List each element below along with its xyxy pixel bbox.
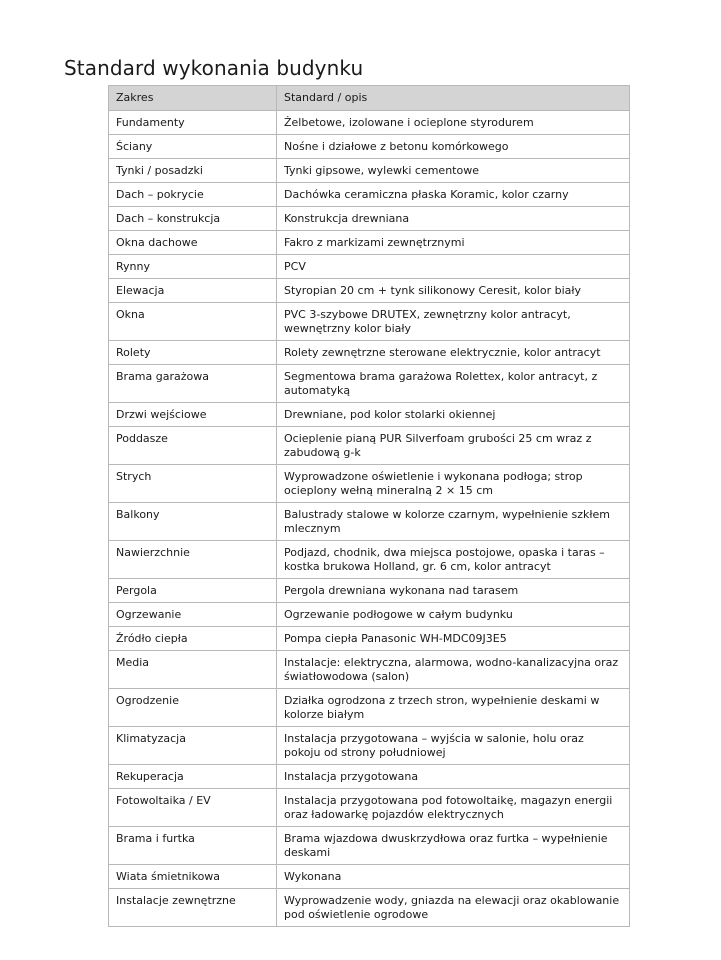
cell-zakres: Ogrzewanie: [109, 603, 277, 627]
cell-zakres: Poddasze: [109, 427, 277, 465]
column-header-zakres: Zakres: [109, 86, 277, 111]
cell-zakres: Pergola: [109, 579, 277, 603]
table-row: [109, 827, 630, 865]
table-row: [109, 159, 630, 183]
cell-zakres: Dach – konstrukcja: [109, 207, 277, 231]
table-row: [109, 403, 630, 427]
cell-opis: Wyprowadzone oświetlenie i wykonana podłoga; strop ocieplony wełną mineralną 2 × 15 cm: [277, 465, 630, 503]
table-row: [109, 727, 630, 765]
cell-zakres: Wiata śmietnikowa: [109, 865, 277, 889]
table-row: [109, 255, 630, 279]
cell-zakres: Okna dachowe: [109, 231, 277, 255]
table-row: [109, 341, 630, 365]
cell-opis: Wyprowadzenie wody, gniazda na elewacji oraz okablowanie pod oświetlenie ogrodowe: [277, 889, 630, 927]
cell-opis: Podjazd, chodnik, dwa miejsca postojowe, opaska i taras – kostka brukowa Holland, gr. 6 cm, kolor antracyt: [277, 541, 630, 579]
cell-zakres: Ogrodzenie: [109, 689, 277, 727]
table-row: [109, 627, 630, 651]
table-row: [109, 365, 630, 403]
cell-opis: Pompa ciepła Panasonic WH-MDC09J3E5: [277, 627, 630, 651]
cell-zakres: Rolety: [109, 341, 277, 365]
table-row: [109, 303, 630, 341]
table-row: [109, 889, 630, 927]
cell-zakres: Ściany: [109, 135, 277, 159]
cell-opis: Działka ogrodzona z trzech stron, wypełnienie deskami w kolorze białym: [277, 689, 630, 727]
cell-opis: Drewniane, pod kolor stolarki okiennej: [277, 403, 630, 427]
cell-zakres: Klimatyzacja: [109, 727, 277, 765]
cell-opis: Pergola drewniana wykonana nad tarasem: [277, 579, 630, 603]
cell-opis: Segmentowa brama garażowa Rolettex, kolor antracyt, z automatyką: [277, 365, 630, 403]
cell-opis: PVC 3-szybowe DRUTEX, zewnętrzny kolor antracyt, wewnętrzny kolor biały: [277, 303, 630, 341]
table-row: [109, 765, 630, 789]
cell-opis: Instalacja przygotowana pod fotowoltaikę, magazyn energii oraz ładowarkę pojazdów elektrycznych: [277, 789, 630, 827]
table-row: [109, 503, 630, 541]
cell-zakres: Instalacje zewnętrzne: [109, 889, 277, 927]
page-title: Standard wykonania budynku: [64, 56, 364, 80]
cell-opis: Fakro z markizami zewnętrznymi: [277, 231, 630, 255]
table-row: [109, 579, 630, 603]
cell-opis: Styropian 20 cm + tynk silikonowy Ceresit, kolor biały: [277, 279, 630, 303]
cell-opis: Instalacje: elektryczna, alarmowa, wodno-kanalizacyjna oraz światłowodowa (salon): [277, 651, 630, 689]
cell-opis: Instalacja przygotowana – wyjścia w salonie, holu oraz pokoju od strony południowej: [277, 727, 630, 765]
cell-opis: PCV: [277, 255, 630, 279]
table-header-row: [109, 86, 630, 111]
spec-table: [108, 85, 630, 927]
cell-zakres: Media: [109, 651, 277, 689]
cell-opis: Nośne i działowe z betonu komórkowego: [277, 135, 630, 159]
table-row: [109, 279, 630, 303]
table-row: [109, 231, 630, 255]
cell-zakres: Dach – pokrycie: [109, 183, 277, 207]
cell-opis: Wykonana: [277, 865, 630, 889]
table-row: [109, 789, 630, 827]
cell-zakres: Brama garażowa: [109, 365, 277, 403]
table-row: [109, 135, 630, 159]
cell-zakres: Rekuperacja: [109, 765, 277, 789]
cell-opis: Konstrukcja drewniana: [277, 207, 630, 231]
table-row: [109, 865, 630, 889]
table-row: [109, 465, 630, 503]
table-row: [109, 427, 630, 465]
cell-zakres: Fundamenty: [109, 111, 277, 135]
table-row: [109, 183, 630, 207]
cell-zakres: Okna: [109, 303, 277, 341]
table-row: [109, 651, 630, 689]
cell-opis: Żelbetowe, izolowane i ocieplone styrodurem: [277, 111, 630, 135]
table-row: [109, 207, 630, 231]
cell-zakres: Nawierzchnie: [109, 541, 277, 579]
cell-opis: Ocieplenie pianą PUR Silverfoam grubości 25 cm wraz z zabudową g-k: [277, 427, 630, 465]
cell-zakres: Rynny: [109, 255, 277, 279]
cell-zakres: Balkony: [109, 503, 277, 541]
cell-opis: Tynki gipsowe, wylewki cementowe: [277, 159, 630, 183]
cell-zakres: Fotowoltaika / EV: [109, 789, 277, 827]
table-row: [109, 541, 630, 579]
cell-opis: Balustrady stalowe w kolorze czarnym, wypełnienie szkłem mlecznym: [277, 503, 630, 541]
table-row: [109, 111, 630, 135]
table-row: [109, 603, 630, 627]
cell-zakres: Brama i furtka: [109, 827, 277, 865]
cell-zakres: Elewacja: [109, 279, 277, 303]
column-header-opis: Standard / opis: [277, 86, 630, 111]
cell-zakres: Drzwi wejściowe: [109, 403, 277, 427]
cell-opis: Dachówka ceramiczna płaska Koramic, kolor czarny: [277, 183, 630, 207]
cell-opis: Brama wjazdowa dwuskrzydłowa oraz furtka – wypełnienie deskami: [277, 827, 630, 865]
cell-zakres: Źródło ciepła: [109, 627, 277, 651]
cell-zakres: Tynki / posadzki: [109, 159, 277, 183]
cell-opis: Instalacja przygotowana: [277, 765, 630, 789]
cell-opis: Rolety zewnętrzne sterowane elektrycznie, kolor antracyt: [277, 341, 630, 365]
cell-opis: Ogrzewanie podłogowe w całym budynku: [277, 603, 630, 627]
table-row: [109, 689, 630, 727]
cell-zakres: Strych: [109, 465, 277, 503]
